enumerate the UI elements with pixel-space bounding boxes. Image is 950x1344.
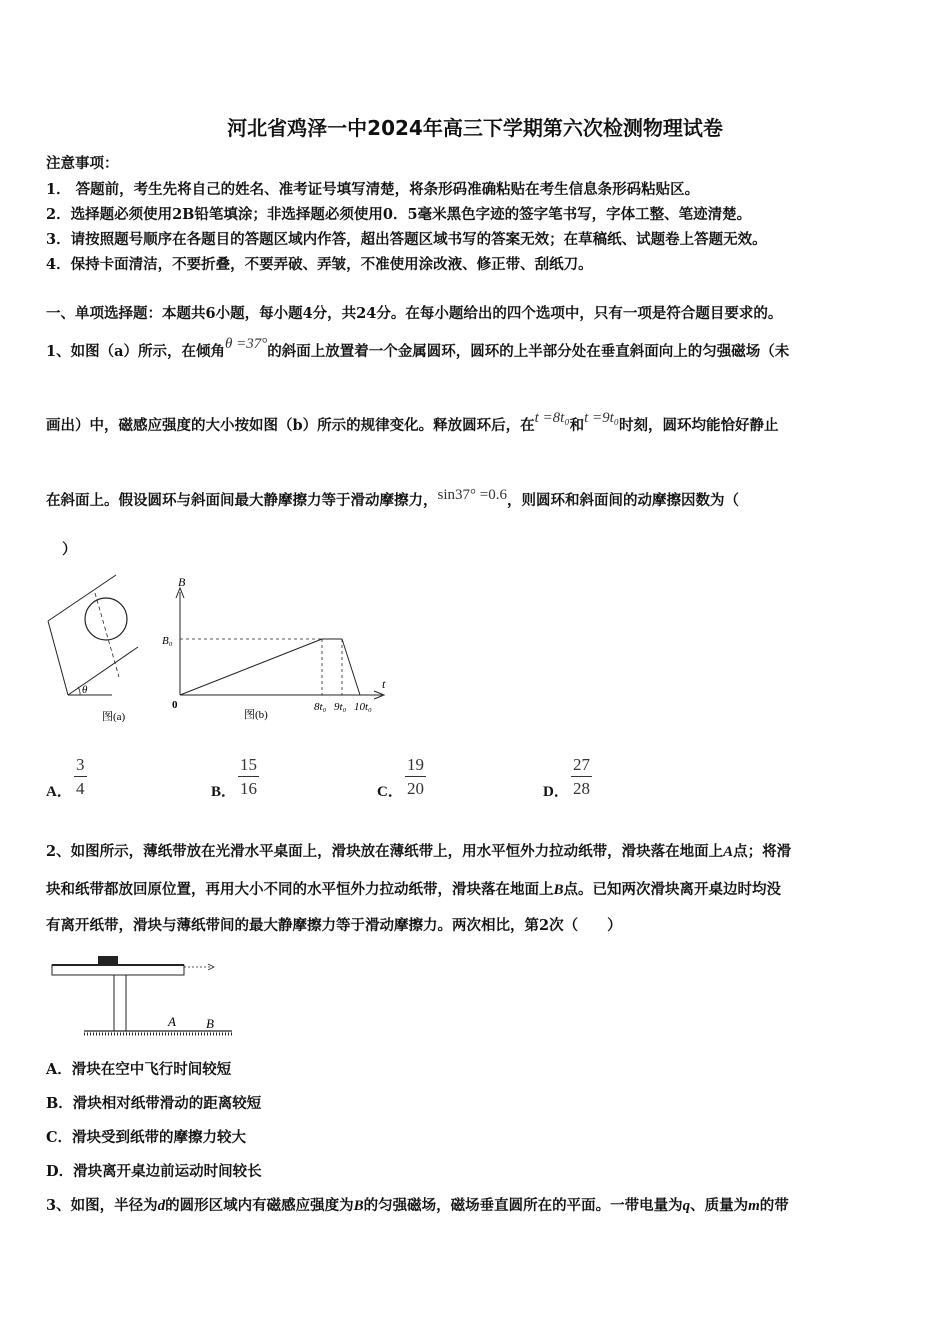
section-heading: 一、单项选择题：本题共6小题，每小题4分，共24分。在每小题给出的四个选项中，只有一项是符合题目要求的。 bbox=[46, 305, 783, 322]
option-c-numerator: 19 bbox=[405, 755, 426, 777]
option-a-numerator: 3 bbox=[74, 755, 87, 777]
figure-a bbox=[40, 565, 140, 730]
point-b-label: B bbox=[206, 1016, 214, 1031]
option-c-fraction bbox=[405, 755, 426, 799]
y-axis-label: B bbox=[178, 575, 186, 589]
q3-text: 的带 bbox=[759, 1197, 789, 1214]
option-c-letter: C． bbox=[377, 784, 403, 800]
q1-sin-formula: sin37° =0.6 bbox=[437, 487, 507, 503]
q1-text: 的斜面上放置着一个金属圆环，圆环的上半部分处在垂直斜面向上的匀强磁场（未 bbox=[267, 343, 790, 360]
q1-angle-formula: θ =37° bbox=[224, 336, 268, 352]
q3-text: 3、如图，半径为 bbox=[46, 1197, 158, 1214]
q1-line-4: ） bbox=[62, 541, 77, 558]
figure-q2 bbox=[44, 950, 239, 1040]
q1-text: 画出）中，磁感应强度的大小按如图（b）所示的规律变化。释放圆环后，在 bbox=[46, 417, 535, 434]
origin-label: 0 bbox=[172, 699, 178, 711]
q2-option-b: B．滑块相对纸带滑动的距离较短 bbox=[46, 1095, 262, 1112]
notice-item-3: 3．请按照题号顺序在各题目的答题区域内作答，超出答题区域书写的答案无效；在草稿纸、试题卷上答题无效。 bbox=[46, 231, 767, 248]
tick-10t0: 10t₀ bbox=[354, 701, 372, 713]
q1-text: ，则圆环和斜面间的动摩擦因数为（ bbox=[506, 492, 739, 509]
point-a-label: A bbox=[168, 1014, 176, 1029]
notice-heading: 注意事项： bbox=[46, 155, 119, 172]
option-c-denominator: 20 bbox=[407, 779, 424, 798]
notice-item-2: 2．选择题必须使用2B铅笔填涂；非选择题必须使用0．5毫米黑色字迹的签字笔书写，字体工整、笔迹清楚。 bbox=[46, 206, 752, 223]
q1-text: 1、如图（a）所示，在倾角 bbox=[46, 343, 225, 360]
option-d-letter: D． bbox=[543, 784, 569, 800]
q3-text: 、质量为 bbox=[690, 1197, 749, 1214]
option-d-numerator: 27 bbox=[571, 755, 592, 777]
q2-text: 块和纸带都放回原位置，再用大小不同的水平恒外力拉动纸带，滑块落在地面上 bbox=[46, 881, 554, 898]
option-a-fraction bbox=[74, 755, 87, 799]
q2-point-a: A bbox=[723, 844, 734, 860]
option-b-numerator: 15 bbox=[238, 755, 259, 777]
q3-text: 的圆形区域内有磁感应强度为 bbox=[165, 1197, 354, 1214]
option-b-denominator: 16 bbox=[240, 779, 257, 798]
q1-text: 在斜面上。假设圆环与斜面间最大静摩擦力等于滑动摩擦力， bbox=[46, 492, 438, 509]
q3-field: B bbox=[353, 1198, 364, 1214]
notice-item-1: 1． 答题前，考生先将自己的姓名、准考证号填写清楚，将条形码准确粘贴在考生信息条形码粘贴区。 bbox=[46, 181, 700, 198]
b0-label: B₀ bbox=[162, 635, 173, 647]
q1-line-3 bbox=[46, 489, 739, 510]
theta-label: θ bbox=[82, 684, 88, 696]
figure-b-caption: 图(b) bbox=[244, 709, 268, 721]
q1-line-1 bbox=[46, 336, 790, 361]
q2-option-a: A．滑块在空中飞行时间较短 bbox=[46, 1061, 232, 1078]
q3-text: 的匀强磁场，磁场垂直圆所在的平面。一带电量为 bbox=[363, 1197, 683, 1214]
tick-9t0: 9t₀ bbox=[334, 701, 347, 713]
x-axis-label: t bbox=[382, 677, 386, 691]
option-a-letter: A． bbox=[46, 784, 72, 800]
q2-option-d: D．滑块离开桌边前运动时间较长 bbox=[46, 1163, 262, 1180]
q2-line-3: 有离开纸带，滑块与薄纸带间的最大静摩擦力等于滑动摩擦力。两次相比，第2次（ ） bbox=[46, 917, 622, 934]
figure-b bbox=[160, 570, 390, 725]
q1-text: 时刻，圆环均能恰好静止 bbox=[618, 417, 779, 434]
figure-a-caption: 图(a) bbox=[102, 711, 126, 723]
page-title: 河北省鸡泽一中2024年高三下学期第六次检测物理试卷 bbox=[227, 116, 723, 140]
q3-line-1 bbox=[46, 1194, 789, 1215]
q2-line-2 bbox=[46, 878, 781, 899]
q3-mass: m bbox=[748, 1198, 760, 1214]
q1-time-formula-2: t =9t₀ bbox=[584, 410, 619, 426]
q1-line-2 bbox=[46, 410, 779, 435]
tick-8t0: 8t₀ bbox=[314, 701, 327, 713]
option-b-fraction bbox=[238, 755, 259, 799]
option-d-denominator: 28 bbox=[573, 779, 590, 798]
option-a-denominator: 4 bbox=[76, 779, 85, 798]
q2-text: 点；将滑 bbox=[733, 843, 792, 860]
option-d-fraction bbox=[571, 755, 592, 799]
q3-radius: d bbox=[157, 1198, 166, 1214]
q2-point-b: B bbox=[553, 882, 564, 898]
q1-text: 和 bbox=[569, 417, 585, 434]
q3-charge: q bbox=[682, 1198, 691, 1214]
q2-option-c: C．滑块受到纸带的摩擦力较大 bbox=[46, 1129, 247, 1146]
q2-text: 点。已知两次滑块离开桌边时均没 bbox=[563, 881, 782, 898]
notice-item-4: 4．保持卡面清洁，不要折叠，不要弄破、弄皱，不准使用涂改液、修正带、刮纸刀。 bbox=[46, 256, 593, 273]
option-b-letter: B． bbox=[211, 784, 237, 800]
q1-time-formula-1: t =8t₀ bbox=[534, 410, 570, 426]
q2-text: 2、如图所示，薄纸带放在光滑水平桌面上，滑块放在薄纸带上，用水平恒外力拉动纸带，滑块落在地面上 bbox=[46, 843, 724, 860]
q2-line-1 bbox=[46, 840, 791, 861]
